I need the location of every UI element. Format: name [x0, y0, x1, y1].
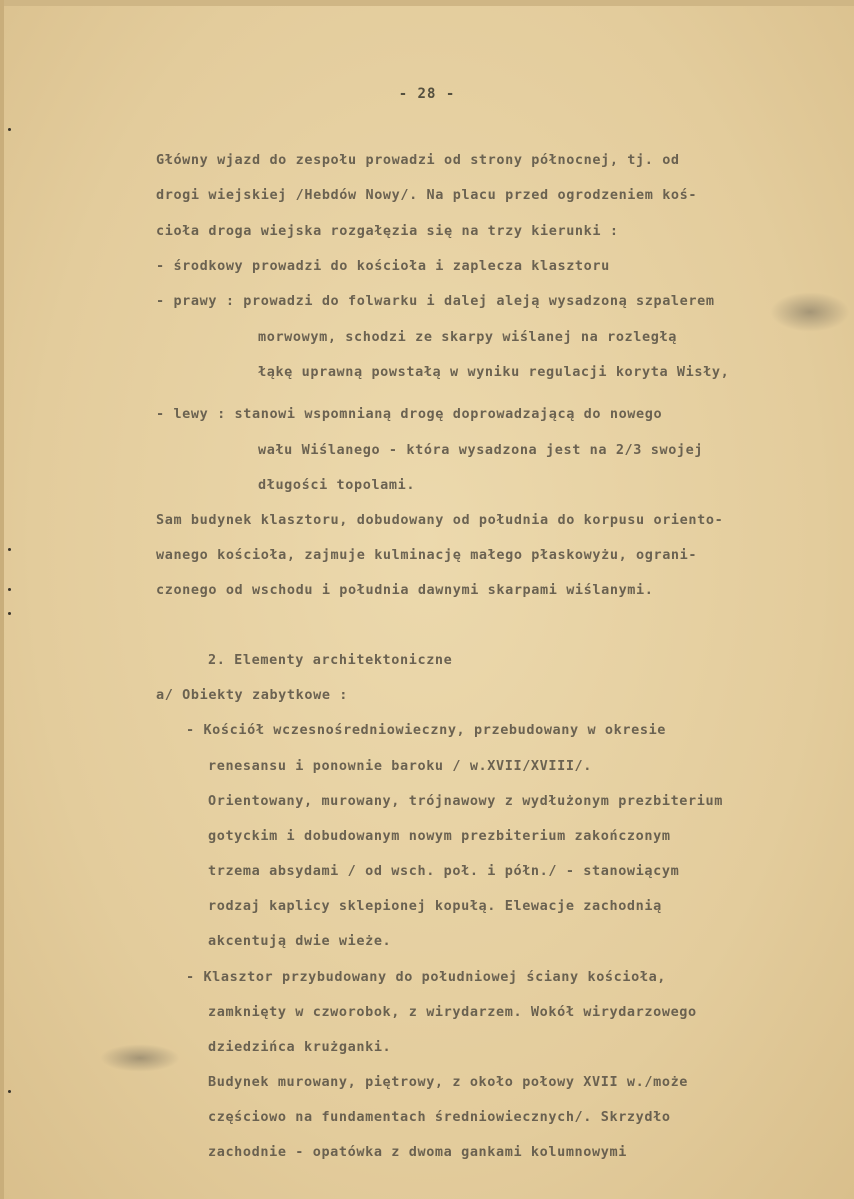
text-line: Budynek murowany, piętrowy, z około połowy XVII w./może — [208, 1074, 689, 1090]
text-line: gotyckim i dobudowanym nowym prezbiterium zakończonym — [208, 828, 671, 844]
text-line: akcentują dwie wieże. — [208, 933, 392, 949]
text-line: - lewy : stanowi wspomnianą drogę doprowadzającą do nowego — [156, 406, 663, 422]
page-left-edge — [0, 0, 4, 1199]
text-line: wału Wiślanego - która wysadzona jest na 2/3 swojej — [258, 442, 704, 458]
text-line: Sam budynek klasztoru, dobudowany od południa do korpusu oriento- — [156, 512, 724, 528]
text-line: Orientowany, murowany, trójnawowy z wydłużonym prezbiterium — [208, 793, 723, 809]
text-line: zamknięty w czworobok, z wirydarzem. Wokół wirydarzowego — [208, 1004, 697, 1020]
text-line: dziedzińca krużganki. — [208, 1039, 392, 1055]
text-line: Główny wjazd do zespołu prowadzi od strony północnej, tj. od — [156, 152, 680, 168]
margin-dot — [8, 128, 11, 131]
text-line: - prawy : prowadzi do folwarku i dalej aleją wysadzoną szpalerem — [156, 293, 715, 309]
margin-dot — [8, 612, 11, 615]
text-line: - środkowy prowadzi do kościoła i zaplecza klasztoru — [156, 258, 610, 274]
subsection-heading: a/ Obiekty zabytkowe : — [156, 687, 349, 703]
text-line: częściowo na fundamentach średniowiecznych/. Skrzydło — [208, 1109, 671, 1125]
text-line: cioła droga wiejska rozgałęzia się na trzy kierunki : — [156, 223, 619, 239]
text-line: długości topolami. — [258, 477, 416, 493]
text-line: wanego kościoła, zajmuje kulminację małego płaskowyżu, ograni- — [156, 547, 698, 563]
ink-smudge — [100, 1044, 180, 1072]
text-line: trzema absydami / od wsch. poł. i półn./ - stanowiącym — [208, 863, 680, 879]
text-line: - Klasztor przybudowany do południowej ściany kościoła, — [186, 969, 667, 985]
text-line: rodzaj kaplicy sklepionej kopułą. Elewacje zachodnią — [208, 898, 662, 914]
margin-dot — [8, 1090, 11, 1093]
ink-smudge — [770, 292, 850, 332]
section-heading: 2. Elementy architektoniczne — [208, 652, 453, 668]
margin-dot — [8, 548, 11, 551]
margin-dot — [8, 588, 11, 591]
text-line: morwowym, schodzi ze skarpy wiślanej na rozległą — [258, 329, 677, 345]
text-line: czonego od wschodu i południa dawnymi skarpami wiślanymi. — [156, 582, 654, 598]
text-line: łąkę uprawną powstałą w wyniku regulacji koryta Wisły, — [258, 364, 730, 380]
text-line: - Kościół wczesnośredniowieczny, przebudowany w okresie — [186, 722, 667, 738]
page-number: - 28 - — [398, 86, 456, 102]
text-line: renesansu i ponownie baroku / w.XVII/XVIII/. — [208, 758, 593, 774]
text-line: drogi wiejskiej /Hebdów Nowy/. Na placu przed ogrodzeniem koś- — [156, 187, 698, 203]
text-line: zachodnie - opatówka z dwoma gankami kolumnowymi — [208, 1144, 627, 1160]
page-top-edge — [0, 0, 854, 6]
